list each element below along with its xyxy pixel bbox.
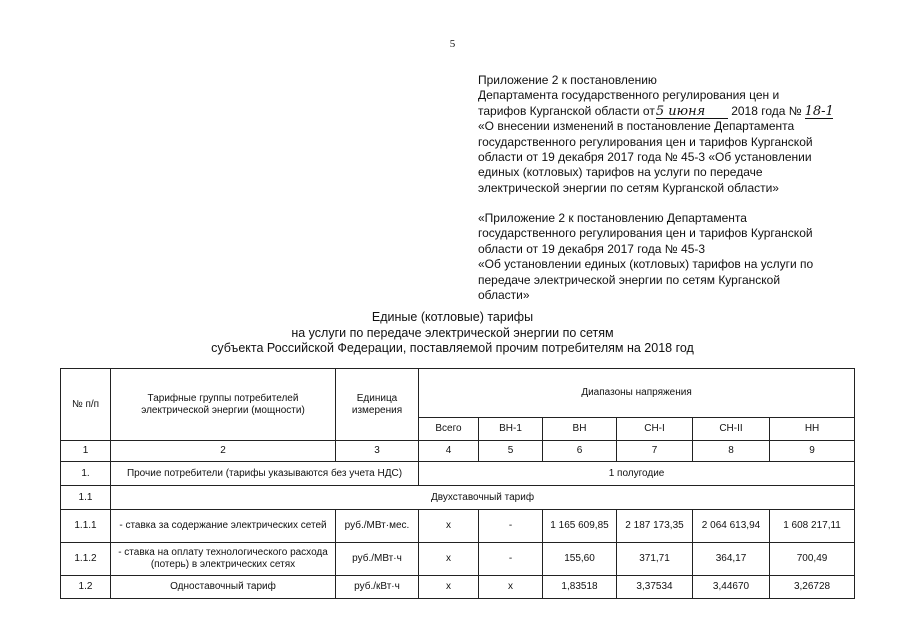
value-vn: 1 165 609,85	[543, 510, 617, 543]
header-unit: Единица измерения	[336, 369, 419, 441]
appendix-line: тарифов Курганской области от	[478, 103, 655, 118]
appendix2-line: «Приложение 2 к постановлению Департамента	[478, 211, 747, 225]
row-num: 1.1.1	[61, 510, 111, 543]
appendix-line: Приложение 2 к постановлению	[478, 73, 657, 87]
appendix-line: государственного регулирования цен и тарифов Курганской	[478, 134, 813, 149]
value-vn: 1,83518	[543, 576, 617, 599]
row-name: Двухставочный тариф	[111, 486, 855, 510]
row-num: 1.1.2	[61, 543, 111, 576]
appendix2-line: «Об установлении единых (котловых) тарифов на услуги по	[478, 257, 814, 272]
appendix-line: электрической энергии по сетям Курганской области»	[478, 180, 779, 195]
value-sn2: 2 064 613,94	[693, 510, 770, 543]
period-label: 1 полугодие	[419, 462, 855, 486]
value-vn1: -	[479, 510, 543, 543]
value-sn1: 371,71	[617, 543, 693, 576]
row-num: 1.2	[61, 576, 111, 599]
column-index: 5	[479, 441, 543, 462]
value-total: х	[419, 510, 479, 543]
row-unit: руб./МВт·ч	[336, 543, 419, 576]
row-unit: руб./кВт·ч	[336, 576, 419, 599]
row-name: Одноставочный тариф	[111, 576, 336, 599]
handwritten-number: 18-1	[804, 103, 834, 119]
appendix2-header	[478, 211, 878, 303]
row-name: - ставка за содержание электрических сетей	[111, 510, 336, 543]
appendix-line: области от 19 декабря 2017 года № 45-3 «Об установлении	[478, 150, 812, 165]
value-sn1: 2 187 173,35	[617, 510, 693, 543]
header-sn1: СН-I	[617, 418, 693, 441]
appendix2-line: государственного регулирования цен и тарифов Курганской	[478, 226, 813, 241]
tariff-table	[60, 368, 855, 599]
column-index: 3	[336, 441, 419, 462]
value-sn2: 3,44670	[693, 576, 770, 599]
column-index: 6	[543, 441, 617, 462]
row-num: 1.	[61, 462, 111, 486]
column-index: 9	[770, 441, 855, 462]
row-num: 1.1	[61, 486, 111, 510]
column-index: 2	[111, 441, 336, 462]
table-row	[61, 543, 855, 576]
appendix2-line: области от 19 декабря 2017 года № 45-3	[478, 241, 706, 256]
title-line: на услуги по передаче электрической энергии по сетям	[291, 325, 614, 340]
value-vn: 155,60	[543, 543, 617, 576]
handwritten-date: 5 июня	[656, 106, 728, 119]
value-total: х	[419, 576, 479, 599]
header-sn2: СН-II	[693, 418, 770, 441]
table-row	[61, 510, 855, 543]
title-line: Единые (котловые) тарифы	[371, 310, 534, 324]
appendix-line-date	[478, 104, 878, 119]
column-index: 4	[419, 441, 479, 462]
header-total: Всего	[419, 418, 479, 441]
header-groups: Тарифные группы потребителей электрической энергии (мощности)	[111, 369, 336, 441]
document-title	[0, 310, 905, 357]
page-number: 5	[449, 38, 456, 50]
appendix2-line: области»	[478, 288, 530, 303]
header-vn1: ВН-1	[479, 418, 543, 441]
title-line: субъекта Российской Федерации, поставляемой прочим потребителям на 2018 год	[211, 341, 694, 356]
value-vn1: х	[479, 576, 543, 599]
table-row	[61, 462, 855, 486]
row-unit: руб./МВт·мес.	[336, 510, 419, 543]
header-num: № п/п	[61, 369, 111, 441]
value-vn1: -	[479, 543, 543, 576]
value-sn2: 364,17	[693, 543, 770, 576]
appendix-line: единых (котловых) тарифов на услуги по передаче	[478, 165, 763, 180]
table-row	[61, 576, 855, 599]
appendix-line: Департамента государственного регулирования цен и	[478, 88, 780, 103]
column-index-row	[61, 441, 855, 462]
value-sn1: 3,37534	[617, 576, 693, 599]
row-name: - ставка на оплату технологического расхода (потерь) в электрических сетях	[111, 543, 336, 576]
appendix2-line: передаче электрической энергии по сетям Курганской	[478, 272, 781, 287]
value-nn: 3,26728	[770, 576, 855, 599]
value-nn: 700,49	[770, 543, 855, 576]
appendix-header	[478, 73, 878, 196]
column-index: 8	[693, 441, 770, 462]
value-total: х	[419, 543, 479, 576]
appendix-line: «О внесении изменений в постановление Департамента	[478, 119, 795, 134]
header-vn: ВН	[543, 418, 617, 441]
value-nn: 1 608 217,11	[770, 510, 855, 543]
column-index: 1	[61, 441, 111, 462]
column-index: 7	[617, 441, 693, 462]
row-name: Прочие потребители (тарифы указываются без учета НДС)	[111, 462, 419, 486]
year-text: 2018 года №	[731, 103, 802, 118]
header-nn: НН	[770, 418, 855, 441]
table-row	[61, 486, 855, 510]
header-voltage-ranges: Диапазоны напряжения	[419, 369, 855, 418]
